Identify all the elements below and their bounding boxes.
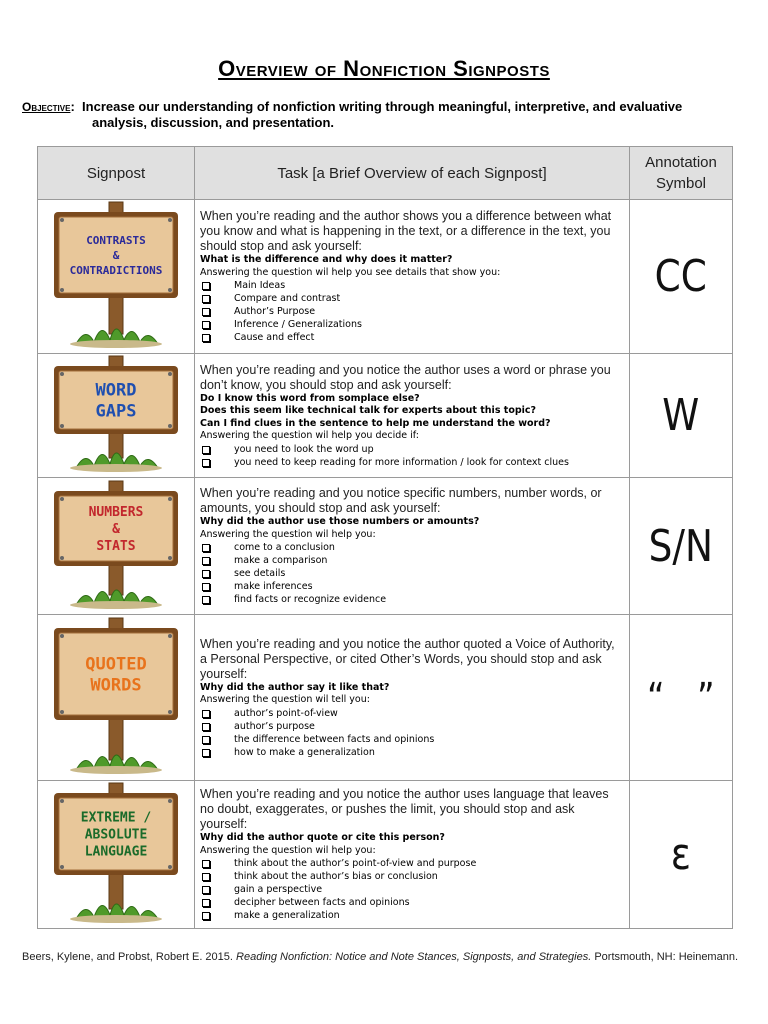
task-intro: When you’re reading and you notice specific numbers, number words, or amounts, you should stop and ask yourself: [200, 486, 602, 515]
signpost-label: WORDS [90, 675, 142, 696]
task-cell [195, 478, 630, 615]
signpost-cell [38, 781, 195, 929]
list-item: come to a conclusion [200, 541, 625, 554]
signpost-image [46, 200, 186, 348]
list-item: gain a perspective [200, 883, 625, 896]
table-row [38, 781, 733, 929]
task-cell [195, 615, 630, 781]
objective-label: Objective [22, 100, 71, 114]
task-question: Why did the author quote or cite this person? [200, 832, 445, 843]
signpost-label: EXTREME / [80, 810, 152, 826]
signpost-label: STATS [96, 538, 136, 554]
table-row [38, 200, 733, 354]
signpost-label: QUOTED [85, 654, 147, 675]
task-lead: Answering the question wil help you see details that show you: [200, 266, 501, 278]
symbol-cell [630, 478, 733, 615]
signpost-cell [38, 200, 195, 354]
list-item: think about the author’s bias or conclusion [200, 870, 625, 883]
symbol-cell [630, 200, 733, 354]
task-question: Why did the author say it like that? [200, 681, 390, 693]
task-cell [195, 200, 630, 354]
list-item: see details [200, 567, 625, 580]
annotation-symbol: W [662, 390, 700, 441]
header-signpost: Signpost [38, 147, 195, 200]
list-item: you need to keep reading for more information / look for context clues [200, 456, 625, 469]
task-intro: When you’re reading and you notice the author uses a word or phrase you don’t know, you should stop and ask yourself: [200, 362, 611, 392]
annotation-symbol: S/N [648, 520, 714, 572]
task-lead: Answering the question wil tell you: [200, 694, 370, 705]
task-list [200, 707, 625, 759]
signpost-label: CONTRASTS [86, 233, 146, 247]
task-question: What is the difference and why does it matter? [200, 254, 453, 265]
signpost-cell [38, 354, 195, 478]
citation-publisher: Portsmouth, NH: Heinemann. [591, 951, 739, 963]
header-task: Task [a Brief Overview of each Signpost] [195, 147, 630, 200]
signpost-image [46, 479, 186, 609]
list-item: the difference between facts and opinions [200, 733, 625, 746]
task-question: Do I know this word from somplace else? [200, 392, 420, 404]
task-list [200, 857, 625, 922]
list-item: author’s point-of-view [200, 707, 625, 720]
signpost-cell [38, 478, 195, 615]
header-symbol-line-2: Symbol [655, 175, 707, 192]
table-row [38, 478, 733, 615]
signpost-label: & [112, 521, 120, 537]
symbol-cell [630, 354, 733, 478]
list-item: make inferences [200, 580, 625, 593]
page-title: Overview of Nonfiction Signposts [218, 56, 550, 81]
header-symbol [630, 147, 733, 200]
task-list [200, 541, 625, 606]
list-item: think about the author’s point-of-view and purpose [200, 857, 625, 870]
annotation-symbol: CC [654, 251, 708, 302]
signpost-label: WORD [95, 380, 137, 401]
task-lead: Answering the question wil help you: [200, 844, 376, 856]
task-question: Why did the author use those numbers or amounts? [200, 516, 480, 527]
table-row [38, 615, 733, 781]
list-item: make a generalization [200, 909, 625, 922]
list-item: Inference / Generalizations [200, 318, 625, 331]
list-item: how to make a generalization [200, 746, 625, 759]
signpost-label: & [112, 248, 120, 262]
citation-book: Reading Nonfiction: Notice and Note Stances, Signposts, and Strategies. [236, 951, 592, 963]
objective-line-1: Increase our understanding of nonfiction writing through meaningful, interpretive, and evaluative [82, 99, 683, 114]
task-question: Does this seem like technical talk for experts about this topic? [200, 405, 537, 416]
task-question: Can I find clues in the sentence to help me understand the word? [200, 417, 551, 429]
header-symbol-line-1: Annotation [645, 154, 717, 171]
signpost-label: GAPS [95, 401, 137, 422]
task-cell [195, 781, 630, 929]
task-intro: When you’re reading and you notice the author uses language that leaves no doubt, exaggerates, or pushes the limit, you should stop and ask yourself: [200, 787, 609, 831]
signpost-image [46, 354, 186, 472]
signpost-image [46, 781, 186, 923]
list-item: make a comparison [200, 554, 625, 567]
list-item: Cause and effect [200, 331, 625, 344]
table-row [38, 354, 733, 478]
objective-line-2: analysis, discussion, and presentation. [92, 115, 335, 130]
objective: Objective: Increase our understanding of nonfiction writing through meaningful, interpretive, and evaluative analysis, discussion, and presentation. [22, 99, 742, 131]
signpost-cell [38, 615, 195, 781]
list-item: Compare and contrast [200, 292, 625, 305]
task-lead: Answering the question wil help you decide if: [200, 430, 419, 441]
task-list [200, 279, 625, 344]
list-item: decipher between facts and opinions [200, 896, 625, 909]
signpost-label: ABSOLUTE [84, 827, 148, 843]
symbol-cell [630, 615, 733, 781]
annotation-symbol: ε [670, 829, 692, 880]
task-lead: Answering the question wil help you: [200, 528, 376, 540]
signpost-label: CONTRADICTIONS [69, 263, 163, 277]
table-header-row [38, 147, 733, 200]
task-intro: When you’re reading and you notice the author quoted a Voice of Authority, a Personal Perspective, or cited Other’s Words, you should stop and ask yourself: [200, 636, 615, 681]
symbol-cell [630, 781, 733, 929]
citation [22, 950, 742, 964]
task-list [200, 443, 625, 469]
list-item: author’s purpose [200, 720, 625, 733]
signpost-image [46, 616, 186, 774]
citation-authors: Beers, Kylene, and Probst, Robert E. 2015. [22, 951, 237, 963]
signpost-table [37, 146, 733, 929]
list-item: Main Ideas [200, 279, 625, 292]
task-cell [195, 354, 630, 478]
list-item: you need to look the word up [200, 443, 625, 456]
signpost-label: NUMBERS [88, 504, 144, 520]
task-intro: When you’re reading and the author shows you a difference between what you know and what is happening in the text, or a difference in the text, you should stop and ask yourself: [200, 209, 612, 253]
annotation-symbol: “ ” [647, 674, 715, 721]
list-item: Author’s Purpose [200, 305, 625, 318]
list-item: find facts or recognize evidence [200, 593, 625, 606]
signpost-label: LANGUAGE [84, 844, 148, 860]
